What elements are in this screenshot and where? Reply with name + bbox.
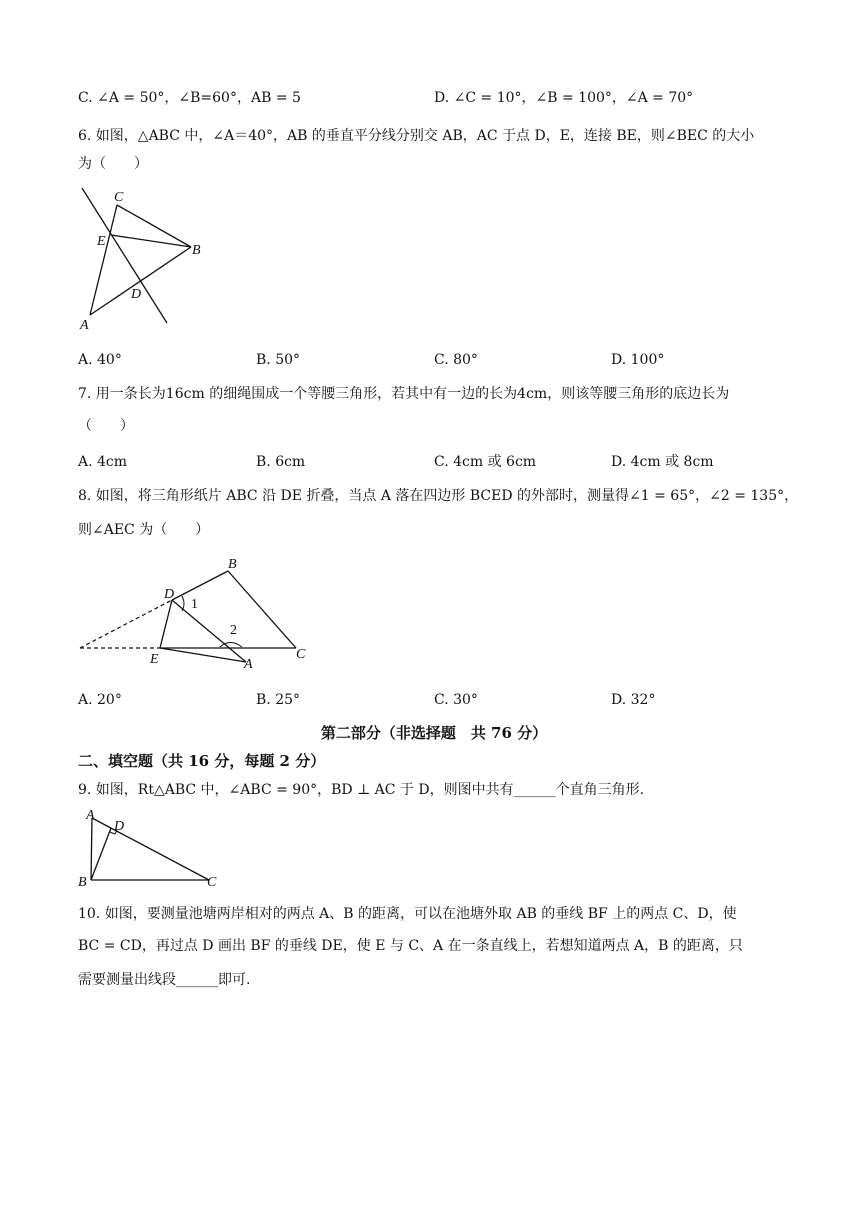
q6-side-ab xyxy=(90,247,191,315)
q9-label-c: C xyxy=(207,875,217,888)
q8-option-c: C. 30° xyxy=(434,692,478,708)
q8-label-angle-2: 2 xyxy=(230,623,237,638)
q5-option-d: D. ∠C = 10°，∠B = 100°，∠A = 70° xyxy=(434,90,694,106)
q8-figure xyxy=(70,550,320,675)
q9-altitude-bd xyxy=(91,828,111,880)
q6-option-d: D. 100° xyxy=(611,352,665,368)
q7-stem-line2: （ ） xyxy=(78,418,134,434)
q8-option-a: A. 20° xyxy=(78,692,122,708)
q6-label-c: C xyxy=(114,190,124,205)
q8-side-bc xyxy=(228,571,296,648)
q8-label-angle-1: 1 xyxy=(191,597,198,612)
q6-option-c: C. 80° xyxy=(434,352,478,368)
q8-stem-line1: 8. 如图，将三角形纸片 ABC 沿 DE 折叠，当点 A 落在四边形 BCED 的外部时，测量得∠1 = 65°，∠2 = 135°， xyxy=(78,488,799,504)
q6-figure xyxy=(70,185,220,335)
q6-bisector-line xyxy=(82,188,167,323)
q8-label-e: E xyxy=(150,652,159,667)
q6-stem-line1: 6. 如图，△ABC 中，∠A＝40°，AB 的垂直平分线分别交 AB，AC 于点 D，E，连接 BE，则∠BEC 的大小 xyxy=(78,128,755,144)
q6-label-b: B xyxy=(192,243,201,258)
q8-dashed-da xyxy=(80,600,172,648)
q9-figure xyxy=(74,806,234,888)
q7-option-a: A. 4cm xyxy=(78,454,128,470)
q10-line1: 10. 如图，要测量池塘两岸相对的两点 A、B 的距离，可以在池塘外取 AB 的垂线 BF 上的两点 C、D，使 xyxy=(78,906,737,922)
q6-label-a: A xyxy=(80,318,89,333)
part2-title: 第二部分（非选择题 共 76 分） xyxy=(320,724,548,742)
q7-option-c: C. 4cm 或 6cm xyxy=(434,454,537,470)
q8-option-b: B. 25° xyxy=(256,692,301,708)
q8-folded-ea xyxy=(160,648,246,662)
q10-line3: 需要测量出线段______即可. xyxy=(78,972,251,988)
q5-option-c: C. ∠A = 50°，∠B=60°，AB = 5 xyxy=(78,90,301,106)
q8-option-d: D. 32° xyxy=(611,692,656,708)
q6-segment-be xyxy=(111,235,191,247)
section2-title: 二、填空题（共 16 分，每题 2 分） xyxy=(78,752,326,770)
q9-side-ab xyxy=(91,818,92,880)
q9-label-d: D xyxy=(114,819,125,834)
q7-stem-line1: 7. 用一条长为16cm 的细绳围成一个等腰三角形，若其中有一边的长为4cm，则该等腰三角形的底边长为 xyxy=(78,386,730,402)
q6-side-cb xyxy=(117,205,191,247)
q6-label-d: D xyxy=(131,287,142,302)
q8-label-b: B xyxy=(228,557,237,572)
q8-label-c: C xyxy=(296,647,306,662)
q7-option-d: D. 4cm 或 8cm xyxy=(611,454,714,470)
q8-fold-de xyxy=(160,600,172,648)
q6-option-b: B. 50° xyxy=(256,352,301,368)
q6-stem-line2: 为（ ） xyxy=(78,156,148,172)
q6-option-a: A. 40° xyxy=(78,352,122,368)
q6-label-e: E xyxy=(97,234,106,249)
q9-side-ac xyxy=(92,818,209,880)
q8-label-a: A xyxy=(244,657,253,672)
q7-option-b: B. 6cm xyxy=(256,454,306,470)
q8-label-d: D xyxy=(164,587,175,602)
q9-stem: 9. 如图，Rt△ABC 中，∠ABC = 90°，BD ⊥ AC 于 D，则图中共有______个直角三角形. xyxy=(78,782,645,798)
q9-label-b: B xyxy=(78,875,87,888)
q8-side-db xyxy=(172,571,228,600)
q8-stem-line2: 则∠AEC 为（ ） xyxy=(78,522,210,538)
q10-line2: BC = CD，再过点 D 画出 BF 的垂线 DE，使 E 与 C、A 在一条直线上，若想知道两点 A，B 的距离，只 xyxy=(78,938,743,954)
q9-label-a: A xyxy=(86,808,95,823)
